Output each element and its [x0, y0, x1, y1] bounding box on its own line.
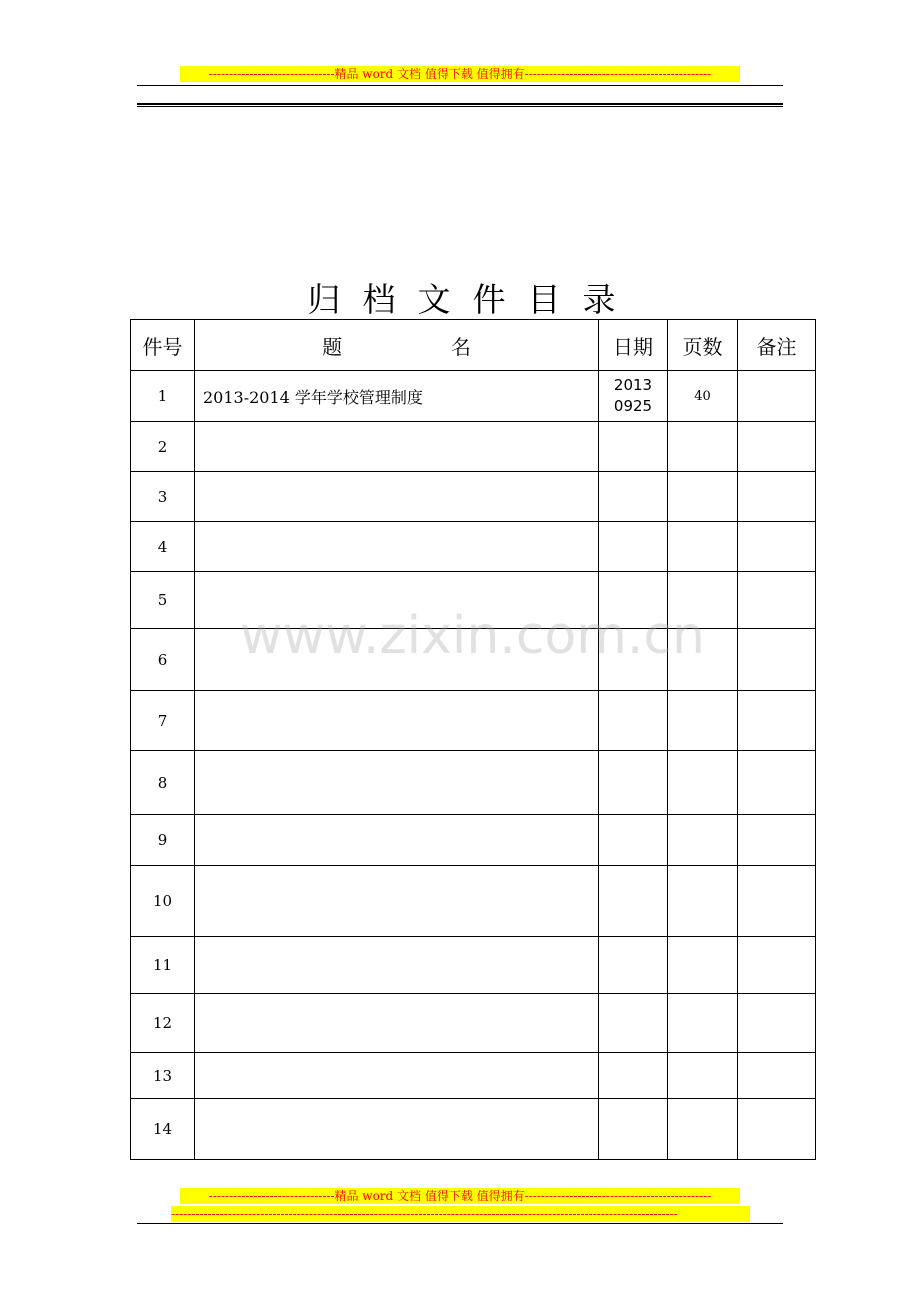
row-date	[599, 815, 668, 866]
row-title	[195, 422, 599, 472]
row-pages	[668, 629, 738, 691]
document-title: 归档文件目录	[307, 280, 638, 319]
row-remarks	[738, 1099, 816, 1160]
row-pages	[668, 522, 738, 572]
row-number: 7	[131, 691, 195, 751]
row-title	[195, 572, 599, 629]
table-row	[131, 1099, 816, 1160]
row-remarks	[738, 522, 816, 572]
table-row	[131, 422, 816, 472]
row-pages	[668, 1099, 738, 1160]
row-remarks	[738, 422, 816, 472]
row-remarks	[738, 937, 816, 994]
row-title	[195, 866, 599, 937]
row-title	[195, 994, 599, 1053]
row-date	[599, 994, 668, 1053]
row-title	[195, 1053, 599, 1099]
row-remarks	[738, 751, 816, 815]
row-date	[599, 866, 668, 937]
row-date	[599, 572, 668, 629]
footer-dash-line: -----------------------------------------------------------------------------------------------------------------------------	[171, 1206, 750, 1222]
row-pages	[668, 994, 738, 1053]
row-number: 9	[131, 815, 195, 866]
row-remarks	[738, 1053, 816, 1099]
row-number: 1	[131, 371, 195, 422]
row-number: 11	[131, 937, 195, 994]
row-title	[195, 691, 599, 751]
row-date	[599, 629, 668, 691]
table-header-row	[131, 320, 816, 371]
row-number: 6	[131, 629, 195, 691]
row-number: 14	[131, 1099, 195, 1160]
row-pages	[668, 691, 738, 751]
row-date	[599, 751, 668, 815]
table-row	[131, 522, 816, 572]
row-number: 2	[131, 422, 195, 472]
row-date-line-2: 0925	[613, 397, 653, 415]
header-title-char-1: 题	[322, 334, 343, 359]
table-row	[131, 815, 816, 866]
header-pages: 页数	[668, 320, 738, 371]
row-date-line-1: 2013	[613, 376, 653, 394]
header-double-rule-thick	[137, 103, 783, 105]
row-date	[599, 1053, 668, 1099]
header-date: 日期	[599, 320, 668, 371]
row-title	[195, 629, 599, 691]
row-pages	[668, 1053, 738, 1099]
row-remarks	[738, 691, 816, 751]
table-row	[131, 371, 816, 422]
row-title: 2013-2014 学年学校管理制度	[195, 371, 599, 422]
row-date	[599, 371, 668, 422]
table-row	[131, 994, 816, 1053]
archive-catalog-table	[130, 319, 816, 1160]
row-date	[599, 522, 668, 572]
row-pages	[668, 815, 738, 866]
footer-rule	[137, 1223, 783, 1224]
row-number: 8	[131, 751, 195, 815]
row-title	[195, 522, 599, 572]
table-row	[131, 472, 816, 522]
header-banner: -------------------------------精品 word 文档 值得下载 值得拥有----------------------------------------------	[180, 66, 740, 82]
header-remarks: 备注	[738, 320, 816, 371]
watermark: www.zixin.com.cn	[240, 606, 705, 666]
row-remarks	[738, 866, 816, 937]
header-title	[195, 320, 599, 371]
row-remarks	[738, 815, 816, 866]
row-date	[599, 422, 668, 472]
header-title-char-2: 名	[450, 334, 471, 359]
row-pages	[668, 472, 738, 522]
row-remarks	[738, 472, 816, 522]
row-title	[195, 1099, 599, 1160]
row-date	[599, 1099, 668, 1160]
row-pages	[668, 937, 738, 994]
row-pages	[668, 572, 738, 629]
row-date	[599, 937, 668, 994]
row-date	[599, 691, 668, 751]
row-title	[195, 815, 599, 866]
row-pages	[668, 422, 738, 472]
row-title	[195, 472, 599, 522]
row-remarks	[738, 572, 816, 629]
row-number: 5	[131, 572, 195, 629]
header-double-rule-thin	[137, 106, 783, 107]
row-number: 3	[131, 472, 195, 522]
row-pages: 40	[668, 371, 738, 422]
table-row	[131, 937, 816, 994]
table-row	[131, 629, 816, 691]
row-number: 12	[131, 994, 195, 1053]
table-row	[131, 691, 816, 751]
table-row	[131, 751, 816, 815]
table-row	[131, 866, 816, 937]
table-row	[131, 572, 816, 629]
row-remarks	[738, 629, 816, 691]
footer-banner: -------------------------------精品 word 文档 值得下载 值得拥有----------------------------------------------	[180, 1188, 740, 1204]
row-pages	[668, 751, 738, 815]
row-number: 10	[131, 866, 195, 937]
row-pages	[668, 866, 738, 937]
header-number: 件号	[131, 320, 195, 371]
row-remarks	[738, 994, 816, 1053]
row-number: 13	[131, 1053, 195, 1099]
row-remarks	[738, 371, 816, 422]
row-title	[195, 751, 599, 815]
row-date	[599, 472, 668, 522]
row-title	[195, 937, 599, 994]
row-number: 4	[131, 522, 195, 572]
header-rule	[137, 85, 783, 86]
table-row	[131, 1053, 816, 1099]
